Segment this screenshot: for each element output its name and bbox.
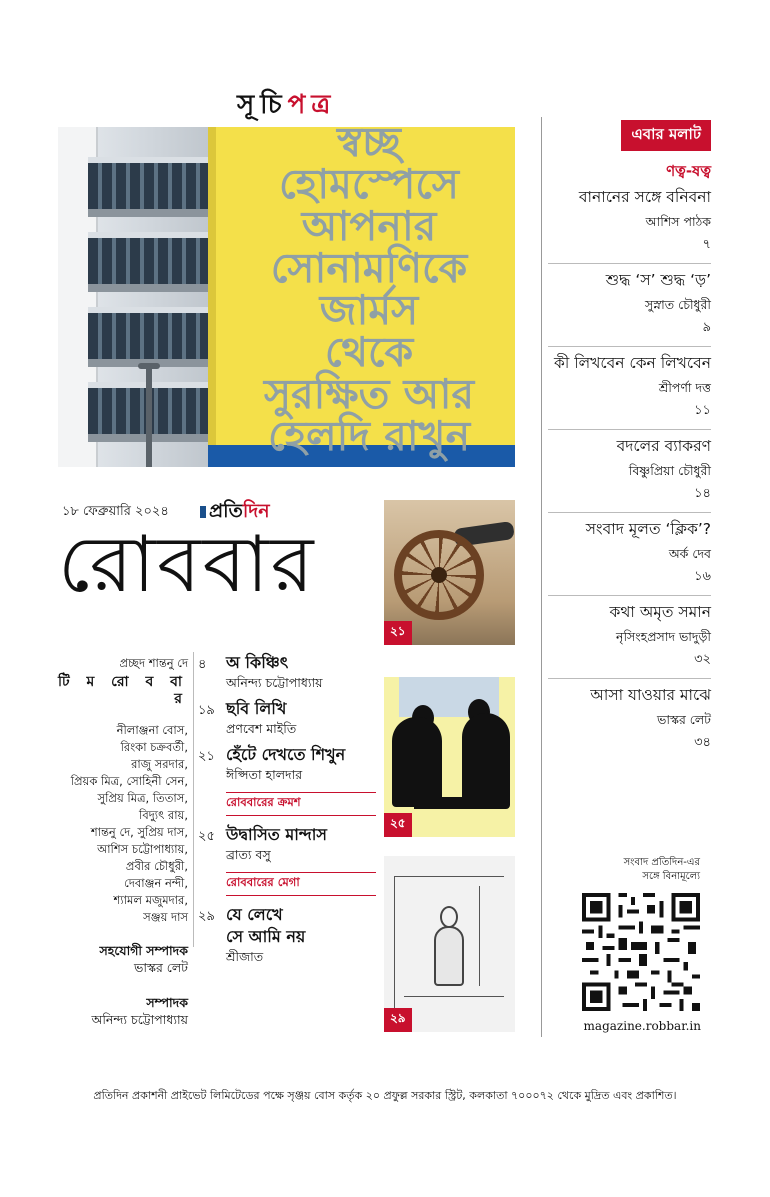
toc-page: ১৬ xyxy=(694,569,711,584)
page-badge: ২৫ xyxy=(384,813,412,837)
toc-title: আসা যাওয়ার মাঝে xyxy=(590,686,711,704)
team-members xyxy=(58,722,188,926)
toc-entry[interactable] xyxy=(198,744,378,784)
toc-title: অ কিঞ্চিৎ xyxy=(226,653,289,672)
team-member: রাজু সরদার, xyxy=(131,757,188,771)
masthead: রোববার xyxy=(58,520,316,610)
billboard-line: সোনামণিকে xyxy=(270,244,468,292)
billboard-line: আপনার xyxy=(301,202,437,250)
thumbnail-cannon[interactable] xyxy=(384,500,515,645)
toc-entry[interactable] xyxy=(198,652,378,692)
toc-title: কথা অমৃত সমান xyxy=(609,603,711,621)
toc-page: ৩৪ xyxy=(694,735,711,750)
toc-title: বানানের সঙ্গে বনিবনা xyxy=(578,188,711,206)
section-tag-serial: রোববারের ক্রমশ xyxy=(226,792,376,816)
issue-date: ১৮ ফেব্রুয়ারি ২০২৪ xyxy=(62,504,169,519)
cover-story-tag: এবার মলাট xyxy=(621,120,711,151)
editor-name: অনিন্দ্য চট্টোপাধ্যায় xyxy=(91,1012,188,1027)
team-member: শ্যামল মজুমদার, xyxy=(113,893,188,907)
toc-entry[interactable] xyxy=(548,181,711,264)
page-title-part1: সূচি xyxy=(237,90,288,120)
qr-note xyxy=(560,856,700,884)
qr-note-line: সংবাদ প্রতিদিন-এর xyxy=(623,857,700,868)
toc-title: শুদ্ধ ‘স’ শুদ্ধ ‘ড়’ xyxy=(605,271,711,289)
team-member: রিংকা চক্রবর্তী, xyxy=(120,740,188,754)
toc-author: শ্রীপর্ণা দত্ত xyxy=(658,380,711,395)
page-title-part2: পত্র xyxy=(287,90,337,120)
billboard-line: জার্মস xyxy=(319,286,419,334)
page-badge: ২১ xyxy=(384,621,412,645)
team-member: সুপ্রিয় মিত্র, তিতাস, xyxy=(97,791,188,805)
team-member: নীলাঞ্জনা বোস, xyxy=(116,723,188,737)
billboard-line: সুরক্ষিত আর xyxy=(264,370,474,418)
brand-mark-icon xyxy=(200,506,206,518)
magazine-url[interactable]: magazine.robbar.in xyxy=(583,1019,701,1033)
associate-editor-role: সহযোগী সম্পাদক xyxy=(99,943,188,958)
toc-entry[interactable] xyxy=(198,904,378,966)
billboard-line: থেকে xyxy=(324,328,414,376)
toc-entry[interactable] xyxy=(198,824,378,864)
team-member: শান্তনু দে, সুপ্রিয় দাস, xyxy=(90,825,188,839)
brand-part2: দিন xyxy=(242,500,270,522)
cover-theme: ণত্ব-ষত্ব xyxy=(666,162,711,180)
staff-credits xyxy=(58,655,188,1028)
toc-page: ১৯ xyxy=(198,703,215,718)
associate-editor-name: ভাস্কর লেট xyxy=(134,960,188,975)
toc-author: আশিস পাঠক xyxy=(645,214,711,229)
toc-right xyxy=(548,120,711,761)
table xyxy=(414,797,494,809)
toc-author: ভাস্কর লেট xyxy=(657,712,711,727)
toc-page: ২৯ xyxy=(198,909,215,924)
team-member: আশিস চট্টোপাধ্যায়, xyxy=(97,842,188,856)
toc-author: ঈপ্সিতা হালদার xyxy=(226,767,303,782)
person-silhouette-icon xyxy=(392,717,442,807)
toc-entry[interactable] xyxy=(548,513,711,596)
toc-page: ২১ xyxy=(198,749,215,764)
toc-title: কী লিখবেন কেন লিখবেন xyxy=(554,354,711,372)
toc-entry[interactable] xyxy=(548,264,711,347)
cover-credit: প্রচ্ছদ শান্তনু দে xyxy=(119,656,188,670)
toc-title: ছবি লিখি xyxy=(226,699,287,718)
toc-title: যে লেখে xyxy=(226,905,283,924)
sketch-person-icon xyxy=(434,926,464,986)
team-member: বিদ্যুৎ রায়, xyxy=(139,808,188,822)
toc-page: ৩২ xyxy=(694,652,711,667)
sketch-person-icon xyxy=(440,906,458,928)
toc-author: সুস্নাত চৌধুরী xyxy=(644,297,711,312)
toc-title: উদ্বাসিত মান্দাস xyxy=(226,825,327,844)
toc-entry[interactable] xyxy=(548,596,711,679)
team-member: দেবাঞ্জন নন্দী, xyxy=(124,876,188,890)
billboard-line: স্বচ্ছ xyxy=(337,127,401,166)
toc-page: ৭ xyxy=(702,237,711,252)
toc-author: ব্রাত্য বসু xyxy=(226,847,271,862)
toc-entry[interactable] xyxy=(548,679,711,761)
toc-page: ২৫ xyxy=(198,829,215,844)
toc-entry[interactable] xyxy=(198,698,378,738)
toc-author: অনিন্দ্য চট্টোপাধ্যায় xyxy=(226,675,323,690)
team-member: সঞ্জয় দাস xyxy=(143,910,188,924)
divider xyxy=(541,117,542,1037)
billboard-text xyxy=(223,127,515,460)
toc-author: নৃসিংহপ্রসাদ ভাদুড়ী xyxy=(615,629,711,644)
brand-part1: প্রতি xyxy=(209,500,243,522)
toc-title: সংবাদ মূলত ‘ক্লিক’? xyxy=(585,520,711,538)
billboard-line: হেলদি রাখুন xyxy=(267,412,471,460)
thumbnail-sketch[interactable] xyxy=(384,856,515,1032)
section-tag-mega: রোববারের মেগা xyxy=(226,872,376,896)
toc-center xyxy=(198,652,378,972)
divider xyxy=(193,652,194,947)
toc-title: বদলের ব্যাকরণ xyxy=(616,437,711,455)
cover-image xyxy=(58,127,515,467)
toc-page: ১৪ xyxy=(694,486,711,501)
team-member: প্রবীর চৌধুরী, xyxy=(125,859,188,873)
toc-entry[interactable] xyxy=(548,430,711,513)
toc-title: সে আমি নয় xyxy=(226,927,306,946)
toc-entry[interactable] xyxy=(548,347,711,430)
person-silhouette-icon xyxy=(462,713,510,809)
billboard-line: হোমস্পেসে xyxy=(279,160,459,208)
page-title xyxy=(237,84,336,128)
team-member: প্রিয়ক মিত্র, সোহিনী সেন, xyxy=(70,774,188,788)
toc-page: ৯ xyxy=(702,320,711,335)
toc-author: শ্রীজাত xyxy=(226,949,264,964)
imprint-footer: প্রতিদিন প্রকাশনী প্রাইভেট লিমিটেডের পক্ষে সৃঞ্জয় বোস কর্তৃক ২০ প্রফুল্ল সরকার স্ট্রিট, কলকাতা ৭০০০৭২ থেকে মুদ্রিত এবং প্রকাশিত। xyxy=(93,1089,677,1102)
toc-author: প্রণবেশ মাইতি xyxy=(226,721,297,736)
page-badge: ২৯ xyxy=(384,1008,412,1032)
toc-author: বিষ্ণুপ্রিয়া চৌধুরী xyxy=(628,463,711,478)
team-title: টি ম রো ব বা র xyxy=(58,674,188,707)
street-lamp xyxy=(146,367,152,467)
editor-role: সম্পাদক xyxy=(146,995,188,1010)
toc-page: ৪ xyxy=(198,657,207,672)
qr-note-line: সঙ্গে বিনামূল্যে xyxy=(642,871,700,882)
toc-page: ১১ xyxy=(694,403,711,418)
toc-author: অর্ক দেব xyxy=(668,546,711,561)
qr-code-icon[interactable] xyxy=(582,893,700,1011)
toc-title: হেঁটে দেখতে শিখুন xyxy=(226,745,346,764)
thumbnail-silhouettes[interactable] xyxy=(384,677,515,837)
